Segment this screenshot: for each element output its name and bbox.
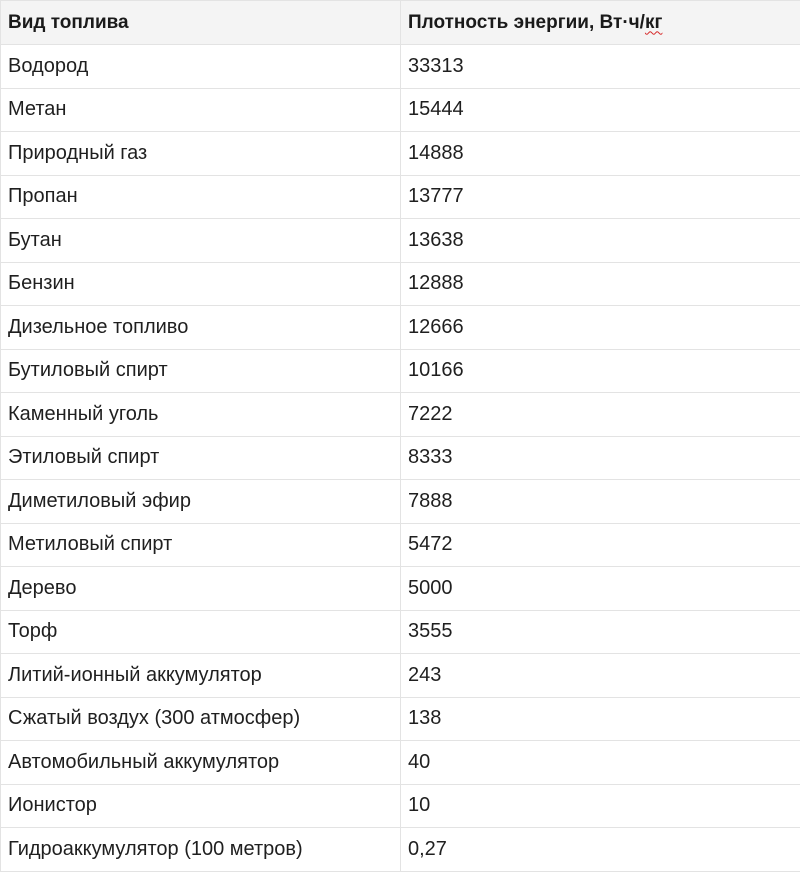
table-row — [1, 88, 800, 132]
energy-value-cell: 12888 — [401, 262, 800, 306]
energy-value-cell: 7222 — [401, 393, 800, 437]
fuel-name-cell: Дерево — [1, 567, 401, 611]
energy-value-cell: 13777 — [401, 175, 800, 219]
fuel-name-cell: Ионистор — [1, 784, 401, 828]
table-row — [1, 219, 800, 263]
fuel-name-cell: Автомобильный аккумулятор — [1, 741, 401, 785]
fuel-name-cell: Бутиловый спирт — [1, 349, 401, 393]
table-header-row — [1, 1, 800, 45]
table-row — [1, 567, 800, 611]
fuel-name-cell: Пропан — [1, 175, 401, 219]
table-row — [1, 132, 800, 176]
fuel-name-cell: Водород — [1, 45, 401, 89]
fuel-name-cell: Гидроаккумулятор (100 метров) — [1, 828, 401, 872]
energy-value-cell: 5472 — [401, 523, 800, 567]
fuel-name-cell: Природный газ — [1, 132, 401, 176]
table-row — [1, 306, 800, 350]
table-row — [1, 393, 800, 437]
header-unit-prefix: Плотность энергии, Вт·ч/ — [408, 12, 645, 33]
table-row — [1, 654, 800, 698]
table-row — [1, 784, 800, 828]
energy-value-cell: 3555 — [401, 610, 800, 654]
energy-value-cell: 138 — [401, 697, 800, 741]
table-row — [1, 610, 800, 654]
energy-value-cell: 13638 — [401, 219, 800, 263]
table-row — [1, 741, 800, 785]
table-row — [1, 175, 800, 219]
fuel-name-cell: Диметиловый эфир — [1, 480, 401, 524]
column-header-fuel-type: Вид топлива — [1, 1, 401, 45]
energy-value-cell: 243 — [401, 654, 800, 698]
fuel-name-cell: Этиловый спирт — [1, 436, 401, 480]
fuel-name-cell: Сжатый воздух (300 атмосфер) — [1, 697, 401, 741]
header-unit-suffix: кг — [645, 12, 662, 33]
table-row — [1, 436, 800, 480]
table-row — [1, 480, 800, 524]
fuel-name-cell: Дизельное топливо — [1, 306, 401, 350]
energy-value-cell: 7888 — [401, 480, 800, 524]
fuel-name-cell: Бензин — [1, 262, 401, 306]
column-header-energy-density — [401, 1, 800, 45]
energy-value-cell: 14888 — [401, 132, 800, 176]
table-row — [1, 523, 800, 567]
fuel-name-cell: Метиловый спирт — [1, 523, 401, 567]
energy-value-cell: 0,27 — [401, 828, 800, 872]
energy-value-cell: 33313 — [401, 45, 800, 89]
energy-value-cell: 5000 — [401, 567, 800, 611]
fuel-name-cell: Каменный уголь — [1, 393, 401, 437]
table-row — [1, 262, 800, 306]
fuel-name-cell: Литий-ионный аккумулятор — [1, 654, 401, 698]
energy-value-cell: 10 — [401, 784, 800, 828]
table-row — [1, 828, 800, 872]
energy-value-cell: 8333 — [401, 436, 800, 480]
table-row — [1, 45, 800, 89]
fuel-name-cell: Метан — [1, 88, 401, 132]
energy-value-cell: 10166 — [401, 349, 800, 393]
table-row — [1, 697, 800, 741]
table-row — [1, 349, 800, 393]
energy-value-cell: 12666 — [401, 306, 800, 350]
energy-value-cell: 40 — [401, 741, 800, 785]
energy-value-cell: 15444 — [401, 88, 800, 132]
fuel-name-cell: Торф — [1, 610, 401, 654]
fuel-name-cell: Бутан — [1, 219, 401, 263]
